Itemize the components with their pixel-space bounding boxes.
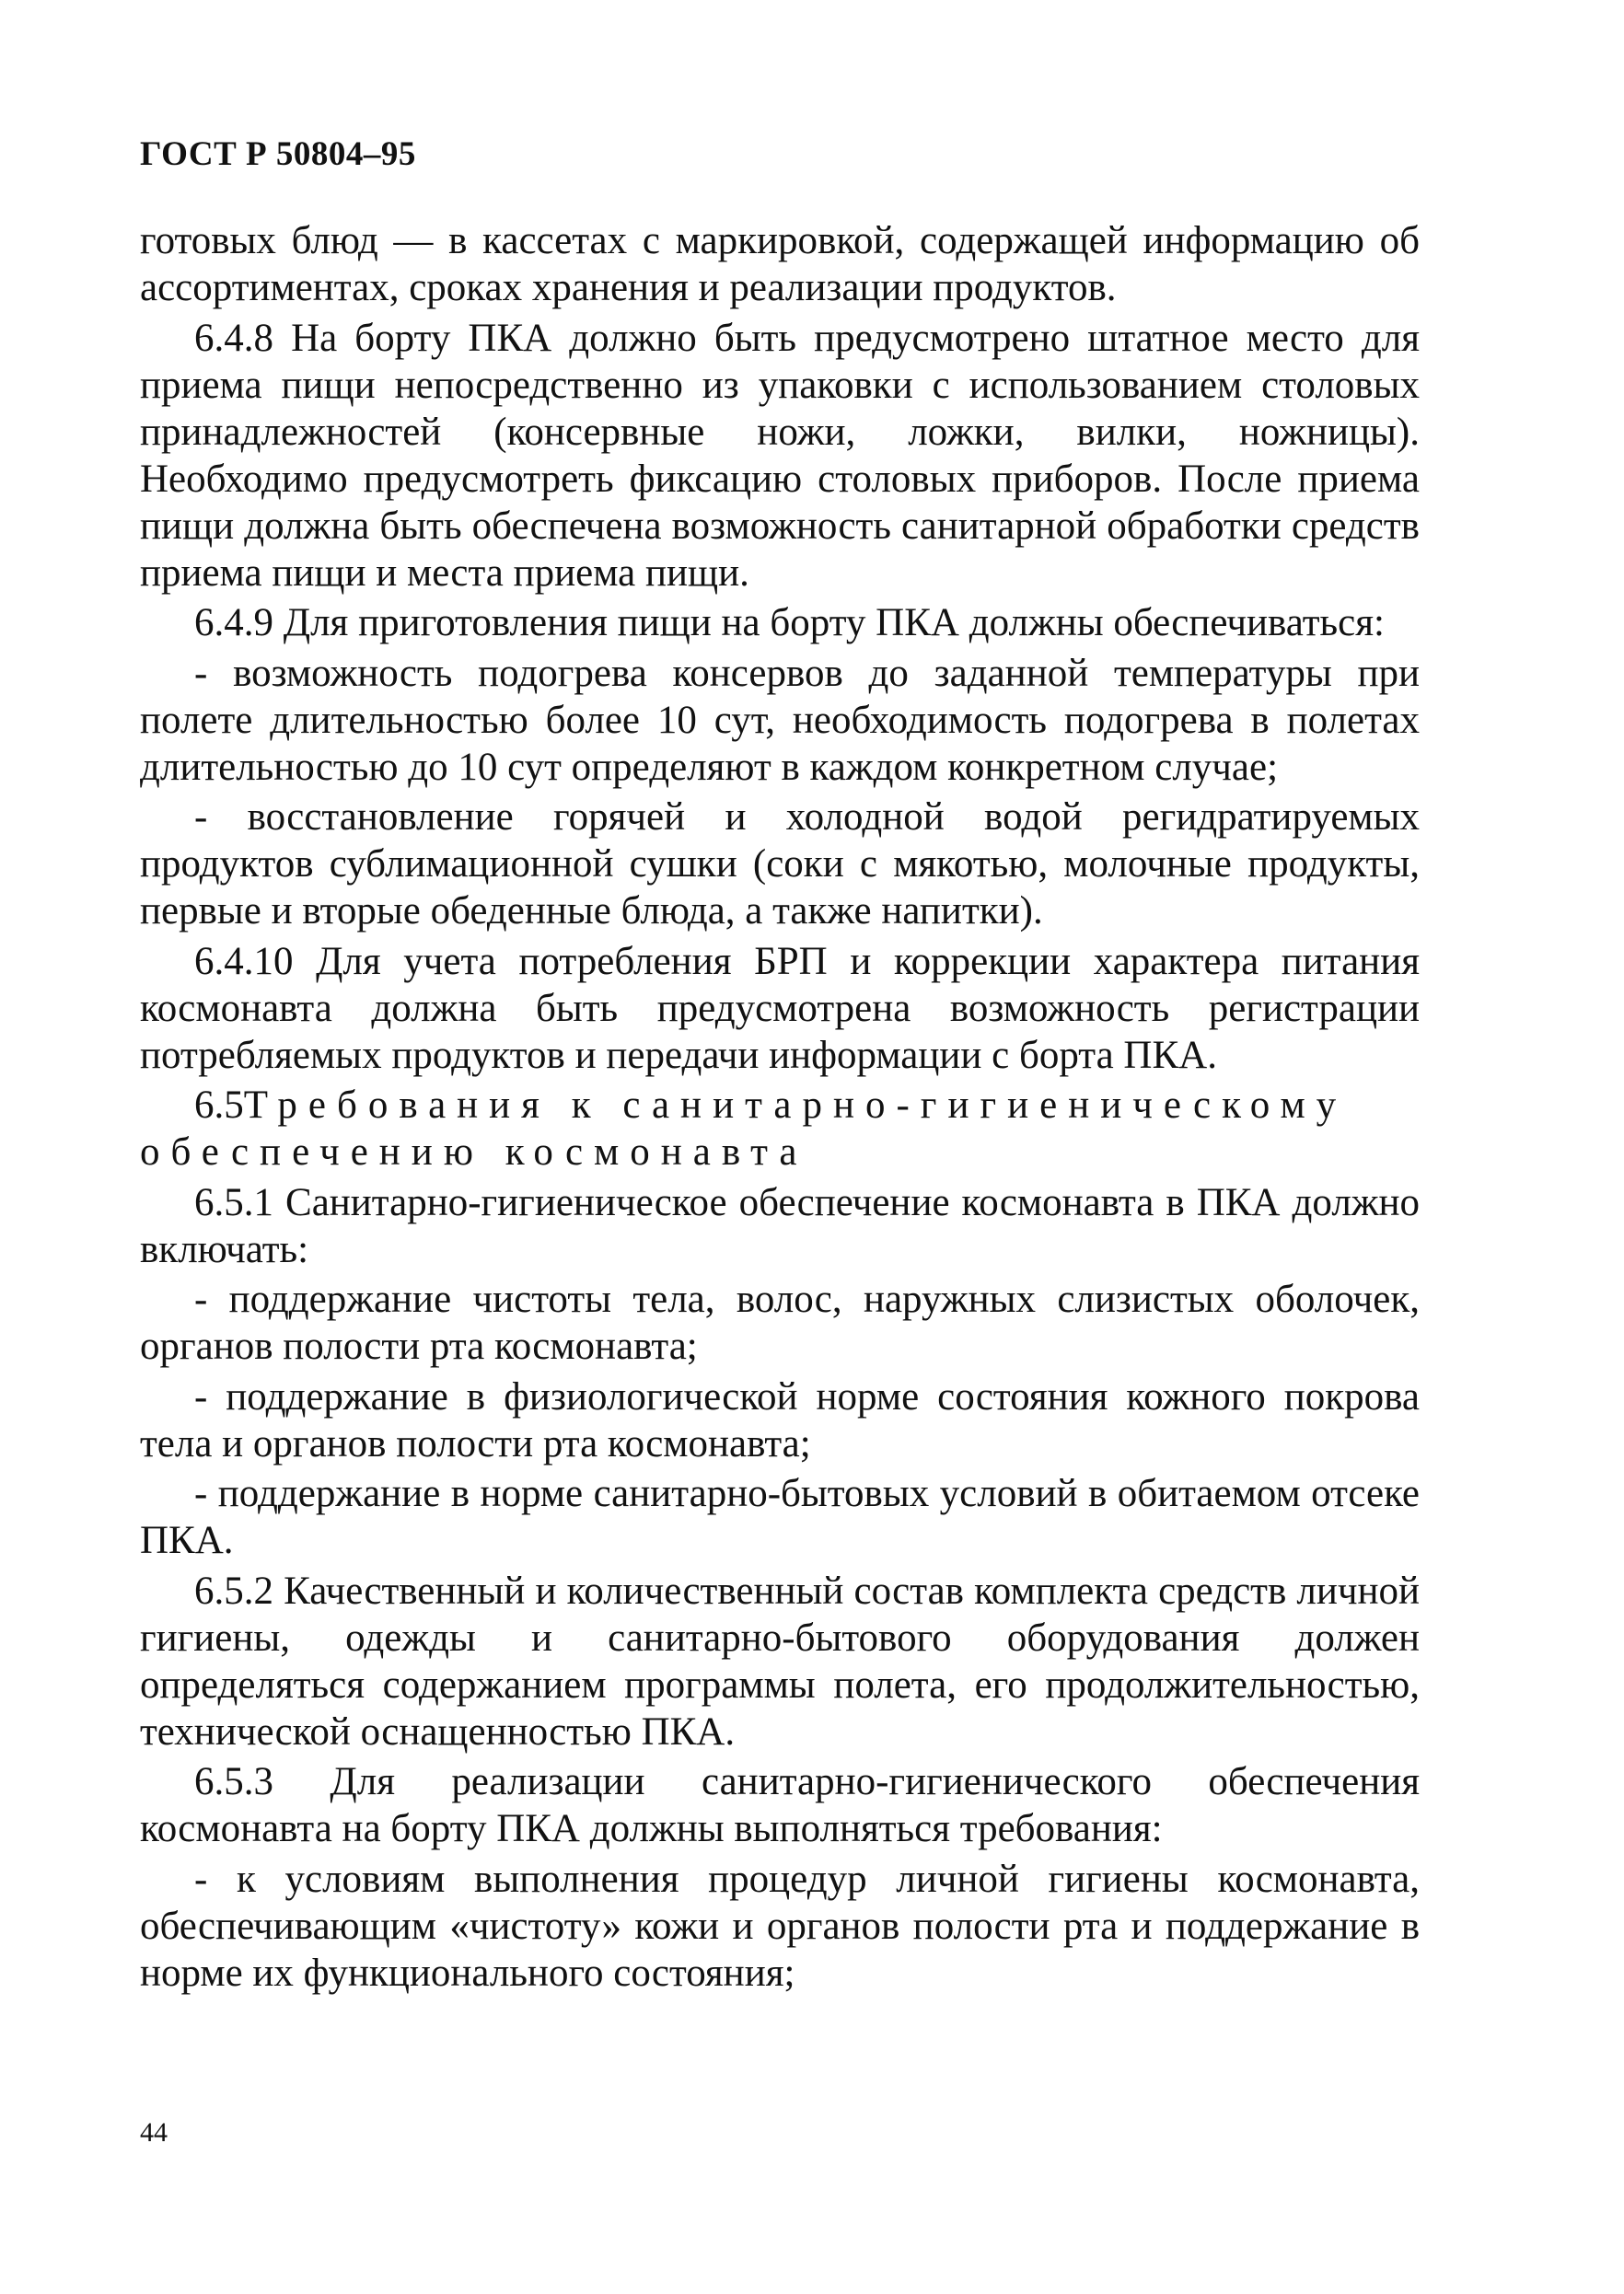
standard-header: ГОСТ Р 50804–95 [140, 135, 416, 173]
section-title: Требования к санитарно-гигиеническому обеспечению космонавта [140, 1083, 1348, 1174]
section-number: 6.5 [194, 1083, 244, 1127]
paragraph: 6.4.8 На борту ПКА должно быть предусмотрено штатное место для приема пищи непосредственно из упаковки с использованием столовых принадлежностей (консервные ножи, ложки, вилки, ножницы). Необходимо предусмотреть фиксацию столовых приборов. После приема пищи должна быть обеспечена возможность санитарной обработки средств приема пищи и места приема пищи. [140, 316, 1420, 595]
list-item: - поддержание в физиологической норме состояния кожного покрова тела и органов полости рта космонавта; [140, 1374, 1420, 1466]
paragraph: 6.5.1 Санитарно-гигиеническое обеспечение космонавта в ПКА должно включать: [140, 1180, 1420, 1271]
list-item: - восстановление горячей и холодной водой регидратируемых продуктов сублимационной сушки (соки с мякотью, молочные продукты, первые и вторые обеденные блюда, а также напитки). [140, 795, 1420, 933]
paragraph: 6.5.3 Для реализации санитарно-гигиенического обеспечения космонавта на борту ПКА должны выполняться требования: [140, 1760, 1420, 1850]
list-item: - поддержание чистоты тела, волос, наружных слизистых оболочек, органов полости рта космонавта; [140, 1278, 1420, 1368]
list-item: - поддержание в норме санитарно-бытовых условий в обитаемом отсеке ПКА. [140, 1472, 1420, 1562]
paragraph: готовых блюд — в кассетах с маркировкой, содержащей информацию об ассортиментах, сроках хранения и реализации продуктов. [140, 219, 1420, 309]
paragraph: 6.4.9 Для приготовления пищи на борту ПКА должны обеспечиваться: [194, 601, 1385, 644]
list-item: - возможность подогрева консервов до заданной температуры при полете длительностью более 10 сут, необходимость подогрева в полетах длительностью до 10 сут определяют в каждом конкретном случае; [140, 651, 1420, 789]
page-number: 44 [140, 2117, 168, 2148]
section-heading [140, 1082, 1420, 1176]
paragraph: 6.4.10 Для учета потребления БРП и коррекции характера питания космонавта должна быть предусмотрена возможность регистрации потребляемых продуктов и передачи информации с борта ПКА. [140, 939, 1420, 1077]
body-text [140, 217, 1420, 1999]
list-item: - к условиям выполнения процедур личной гигиены космонавта, обеспечивающим «чистоту» кожи и органов полости рта и поддержание в норме их функционального состояния; [140, 1857, 1420, 1995]
paragraph: 6.5.2 Качественный и количественный состав комплекта средств личной гигиены, одежды и санитарно-бытового оборудования должен определяться содержанием программы полета, его продолжительностью, технической оснащенностью ПКА. [140, 1569, 1420, 1754]
